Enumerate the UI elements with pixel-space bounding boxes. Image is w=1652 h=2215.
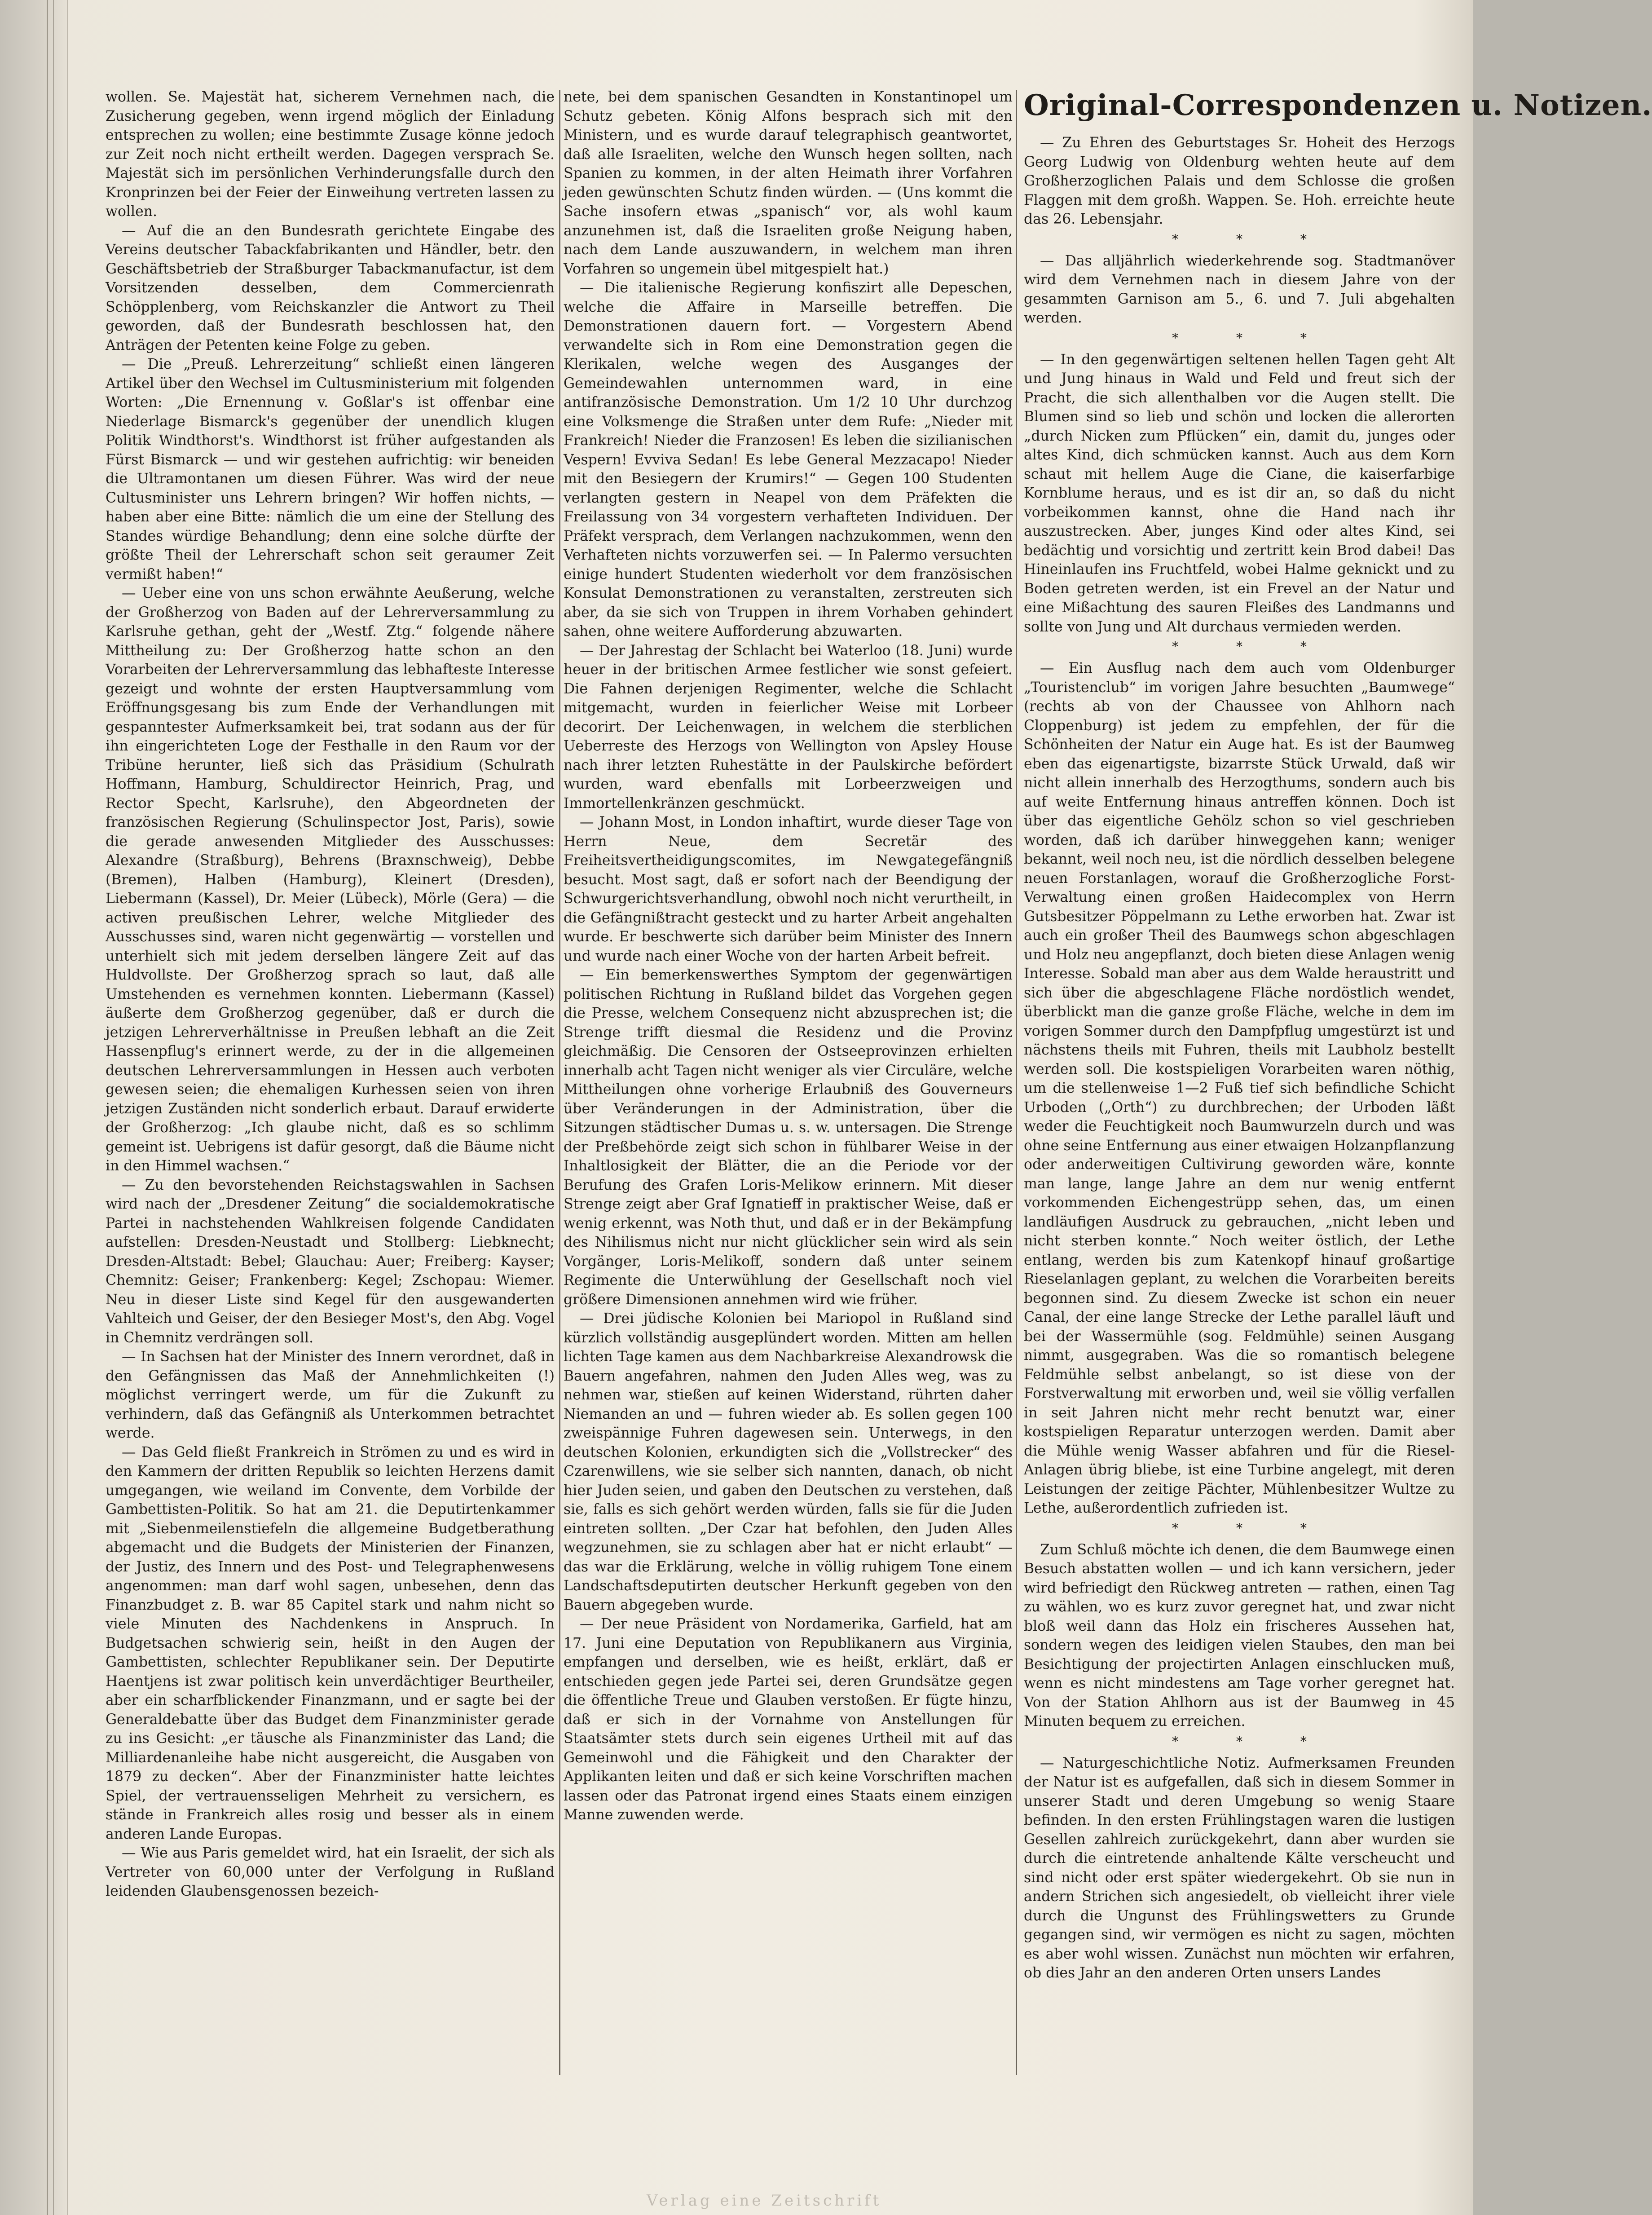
- article-paragraph: — Der neue Präsident von Nordamerika, Garfield, hat am 17. Juni eine Deputation von Republikanern aus Virginia, empfangen und derselben, wie es heißt, erklärt, daß er entschieden gegen jede Partei sei, deren Grundsätze gegen die öffentliche Treue und Glauben verstoßen. Er fügte hinzu, daß er sich in der Vornahme von Anstellungen für Staatsämter stets durch sein eigenes Urtheil mit auf das Gemeinwohl und die Fähigkeit und den Charakter der Applikanten leiten und daß er sich keine Vorschriften machen lassen oder das Patronat irgend eines Staats einem einzigen Manne zuwenden werde.: [564, 1616, 1013, 1823]
- page-footer-text: Verlag eine Zeitschrift: [647, 2192, 882, 2210]
- article-paragraph: wollen. Se. Majestät hat, sicherem Vernehmen nach, die Zusicherung gegeben, wenn irgend möglich der Einladung entsprechen zu wollen; eine bestimmte Zusage könne jedoch zur Zeit noch nicht ertheilt werden. Dagegen versprach Se. Majestät sich im persönlichen Verhinderungsfalle durch den Kronprinzen bei der Feier der Einweihung vertreten lassen zu wollen.: [106, 89, 555, 220]
- article-paragraph: — Drei jüdische Kolonien bei Mariopol in Rußland sind kürzlich vollständig ausgeplündert worden. Mitten am hellen lichten Tage kamen aus dem Nachbarkreise Alexandrowsk die Bauern angefahren, nahmen den Juden Alles weg, was zu nehmen war, stießen auf keinen Widerstand, rührten daher Niemanden an und — fuhren wieder ab. Es sollen gegen 100 zweispännige Fuhren dagewesen sein. Unterwegs, in den deutschen Kolonien, erkundigten sich die „Vollstrecker“ des Czarenwillens, wie sie selber sich nannten, danach, ob nicht hier Juden seien, und gaben den Deutschen zu verstehen, daß sie, falls es sich gehört werden würden, falls sie für die Juden eintreten sollten. „Der Czar hat befohlen, den Juden Alles wegzunehmen, sie zu schlagen aber hat er nicht erlaubt“ — das war die Erklärung, welche in völlig ruhigem Tone einem Landschaftsdeputirten deutscher Herkunft gegeben von den Bauern abgegeben wurde.: [564, 1310, 1013, 1613]
- column-divider: [1016, 90, 1017, 2075]
- column-1: [106, 88, 555, 2180]
- article-paragraph: Zum Schluß möchte ich denen, die dem Baumwege einen Besuch abstatten wollen — und ich kann versichern, jeder wird befriedigt den Rückweg antreten — rathen, einen Tag zu wählen, wo es kurz zuvor geregnet hat, und zwar nicht bloß weil dann das Holz ein frischeres Aussehen hat, sondern wegen des leidigen vielen Staubes, den man bei Besichtigung der projectirten Anlagen einschlucken muß, wenn es nicht mindestens am Tage vorher geregnet hat. Von der Station Ahlhorn aus ist der Baumweg in 45 Minuten bequem zu erreichen.: [1024, 1541, 1455, 1730]
- article-paragraph: — Die italienische Regierung konfiszirt alle Depeschen, welche die Affaire in Marseille betreffen. Die Demonstrationen dauern fort. — Vorgestern Abend verwandelte sich in Rom eine Demonstration gegen die Klerikalen, welche wegen des Ausganges der Gemeindewahlen unternommen ward, in eine antifranzösische Demonstration. Um 1/2 10 Uhr durchzog eine Volksmenge die Straßen unter dem Rufe: „Nieder mit Frankreich! Nieder die Franzosen! Es leben die sizilianischen Vespern! Evviva Sedan! Es lebe General Mezzacapo! Nieder mit den Besiegern der Krumirs!“ — Gegen 100 Studenten verlangten gestern in Neapel von dem Präfekten die Freilassung von 34 vorgestern verhafteten Individuen. Der Präfekt versprach, dem Verlangen nachzukommen, wenn den Verhafteten nichts vorzuwerfen sei. — In Palermo versuchten einige hundert Studenten wiederholt vor dem französischen Konsulat Demonstrationen zu veranstalten, zerstreuten sich aber, da sie sich von Truppen in ihrem Vorhaben gehindert sahen, ohne weitere Aufforderung abzuwarten.: [564, 280, 1013, 640]
- article-paragraph: — Das alljährlich wiederkehrende sog. Stadtmanöver wird dem Vernehmen nach in diesem Jahre von der gesammten Garnison am 5., 6. und 7. Juli abgehalten werden.: [1024, 252, 1455, 326]
- article-paragraph: — Johann Most, in London inhaftirt, wurde dieser Tage von Herrn Neue, dem Secretär des Freiheitsvertheidigungscomites, im Newgategefängniß besucht. Most sagt, daß er sofort nach der Beendigung der Schwurgerichtsverhandlung, obwohl noch nicht verurtheilt, in die Gefängnißtracht gesteckt und zu harter Arbeit angehalten wurde. Er beschwerte sich darüber beim Minister des Innern und wurde nach einer Woche von der harten Arbeit befreit.: [564, 814, 1013, 964]
- article-separator: * * *: [1172, 1734, 1334, 1749]
- article-paragraph: — Zu den bevorstehenden Reichstagswahlen in Sachsen wird nach der „Dresdener Zeitung“ die socialdemokratische Partei in nachstehenden Wahlkreisen folgende Candidaten aufstellen: Dresden-Neustadt und Stollberg: Liebknecht; Dresden-Altstadt: Bebel; Glauchau: Auer; Freiberg: Kayser; Chemnitz: Geiser; Frankenberg: Kegel; Zschopau: Wiemer. Neu in dieser Liste sind Kegel für den ausgewanderten Vahlteich und Geiser, der den Besieger Most's, den Abg. Vogel in Chemnitz verdrängen soll.: [106, 1177, 555, 1346]
- column-3: [1024, 88, 1652, 2180]
- article-paragraph: — Das Geld fließt Frankreich in Strömen zu und es wird in den Kammern der dritten Republik so leichten Herzens damit umgegangen, wie weiland im Convente, dem Vorbilde der Gambettisten-Politik. So hat am 21. die Deputirtenkammer mit „Siebenmeilenstiefeln die allgemeine Budgetberathung abgemacht und die Budgets der Ministerien der Finanzen, der Justiz, des Innern und des Post- und Telegraphenwesens angenommen: man darf wohl sagen, unbesehen, denn das Finanzbudget z. B. war 85 Capitel stark und nahm nicht so viele Minuten des Nachdenkens in Anspruch. In Budgetsachen schwierig sein, heißt in den Augen der Gambettisten, schlechter Republikaner sein. Der Deputirte Haentjens ist zwar politisch kein unverdächtiger Beurtheiler, aber ein scharfblickender Finanzmann, und er sagte bei der Generaldebatte über das Budget dem Finanzminister gerade zu ins Gesicht: „er täusche als Finanzminister das Land; die Milliardenanleihe habe nicht ausgereicht, die Ausgaben von 1879 zu decken“. Aber der Finanzminister hatte leichtes Spiel, der vertrauensseligen Mehrheit zu versichern, es stände in Frankreich alles rosig und besser als in einem anderen Lande Europas.: [106, 1444, 555, 1842]
- article-paragraph: nete, bei dem spanischen Gesandten in Konstantinopel um Schutz gebeten. König Alfons besprach sich mit den Ministern, und es wurde darauf telegraphisch geantwortet, daß alle Israeliten, welche den Wunsch hegen sollten, nach Spanien zu kommen, in der alten Heimath ihrer Vorfahren jeden gewünschten Schutz finden würden. — (Uns kommt die Sache insofern etwas „spanisch“ vor, als wohl kaum anzunehmen ist, daß die Israeliten große Neigung haben, nach dem Lande auszuwandern, in welchem man ihren Vorfahren so ungemein übel mitgespielt hat.): [564, 89, 1013, 277]
- gutter-line: [53, 0, 54, 2215]
- section-heading: Original-Correspondenzen u. Notizen.: [1024, 88, 1652, 122]
- article-paragraph: — Naturgeschichtliche Notiz. Aufmerksamen Freunden der Natur ist es aufgefallen, daß sich in diesem Sommer in unserer Stadt und deren Umgebung so wenig Staare befinden. In den ersten Frühlingstagen waren die lustigen Gesellen zahlreich zurückgekehrt, dann aber wurden sie durch die eintretende anhaltende Kälte verscheucht und sind nicht oder erst später wiedergekehrt. Ob sie nun in andern Strichen sich angesiedelt, ob vielleicht ihrer viele durch die Ungunst des Frühlingswetters zu Grunde gegangen sind, wir vermögen es nicht zu sagen, möchten es aber wohl wissen. Zunächst nun möchten wir erfahren, ob dies Jahr an den anderen Orten unsers Landes: [1024, 1755, 1455, 1981]
- gutter-line: [47, 0, 48, 2215]
- column-2: [564, 88, 1013, 2180]
- column-divider: [559, 90, 560, 2075]
- article-paragraph: — In den gegenwärtigen seltenen hellen Tagen geht Alt und Jung hinaus in Wald und Feld und freut sich der Pracht, die sich allenthalben vor die Augen stellt. Die Blumen sind so lieb und schön und locken die allerorten „durch Nicken zum Pflücken“ ein, damit du, junges oder altes Kind, dich schmücken kannst. Auch aus dem Korn schaut mit hellem Auge die Ciane, die kaiserfarbige Kornblume heraus, und es ist dir an, so daß du nicht vorbeikommen kannst, ohne die Hand nach ihr auszustrecken. Aber, junges Kind oder altes Kind, sei bedächtig und vorsichtig und zertritt kein Brod dabei! Das Hineinlaufen ins Fruchtfeld, wobei Halme geknickt und zu Boden getreten werden, ist ein Frevel an der Natur und eine Mißachtung des sauren Fleißes des Landmanns und sollte von Jung und Alt durchaus vermieden werden.: [1024, 351, 1455, 635]
- article-paragraph: — Ein Ausflug nach dem auch vom Oldenburger „Touristenclub“ im vorigen Jahre besuchten „Baumwege“ (rechts ab von der Chaussee von Ahlhorn nach Cloppenburg) ist jedem zu empfehlen, der für die Schönheiten der Natur ein Auge hat. Es ist der Baumweg eben das eigenartigste, bizarrste Stück Urwald, daß wir nicht allein innerhalb des Herzogthums, sondern auch bis auf weite Entfernung hinaus antreffen können. Doch ist über das eigentliche Gehölz schon so viel geschrieben worden, daß ich darüber hinweggehen kann; weniger bekannt, weil noch neu, ist die nördlich desselben belegene neuen Forstanlagen, worauf die Großherzogliche Forst-Verwaltung einen großen Haidecomplex von Herrn Gutsbesitzer Pöppelmann zu Lethe erworben hat. Zwar ist auch ein großer Theil des Baumwegs schon abgeschlagen und Holz neu angepflanzt, doch bieten diese Anlagen wenig Interesse. Sobald man aber aus dem Walde heraustritt und sich über die abgeschlagene Fläche nordöstlich wendet, überblickt man die ganze große Fläche, welche in dem im vorigen Sommer durch den Dampfpflug umgestürzt ist und nächstens theils mit Fuhren, theils mit Laubholz bestellt werden soll. Die kostspieligen Vorarbeiten waren nöthig, um die stellenweise 1—2 Fuß tief sich befindliche Schicht Urboden („Orth“) zu durchbrechen; der Urboden läßt weder die Feuchtigkeit noch Baumwurzeln durch und was ohne seine Entfernung aus einer etwaigen Holzanpflanzung oder anderweitigen Cultivirung geworden wäre, konnte man lange, lange Jahre an dem nur wenig entfernt vorkommenden Eichengestrüpp sehen, das, um einen landläufigen Ausdruck zu gebrauchen, „nicht leben und nicht sterben konnte.“ Noch weiter östlich, der Lethe entlang, werden bis zum Katenkopf hinauf großartige Rieselanlagen geplant, zu welchen die Vorarbeiten bereits begonnen sind. Zu diesem Zwecke ist schon ein neuer Canal, der eine lange Strecke der Lethe parallel läuft und bei der Wassermühle (sog. Feldmühle) seinen Ausgang nimmt, ausgegraben. Was die so romantisch belegene Feldmühle selbst anbelangt, so ist diese von der Forstverwaltung mit erworben und, weil sie völlig verfallen in seit Jahren nicht mehr recht benutzt war, einer kostspieligen Reparatur unterzogen werden. Damit aber die Mühle wenig Wasser abfahren und für die Riesel-Anlagen übrig bliebe, ist eine Turbine angelegt, mit deren Leistungen der zeitige Pächter, Mühlenbesitzer Wultze zu Lethe, außerordentlich zufrieden ist.: [1024, 660, 1455, 1516]
- article-paragraph: — Zu Ehren des Geburtstages Sr. Hoheit des Herzogs Georg Ludwig von Oldenburg wehten heute auf dem Großherzoglichen Palais und dem Schlosse die großen Flaggen mit dem großh. Wappen. Se. Hoh. erreichte heute das 26. Lebensjahr.: [1024, 135, 1455, 227]
- article-paragraph: — Der Jahrestag der Schlacht bei Waterloo (18. Juni) wurde heuer in der britischen Armee festlicher wie sonst gefeiert. Die Fahnen derjenigen Regimenter, welche die Schlacht mitgemacht, wurden in feierlicher Weise mit Lorbeer decorirt. Der Leichenwagen, in welchem die sterblichen Ueberreste des Herzogs von Wellington von Apsley House nach ihrer letzten Ruhestätte in der Paulskirche befördert wurden, ward ebenfalls mit Lorbeerzweigen und Immortellenkränzen geschmückt.: [564, 642, 1013, 812]
- article-separator: * * *: [1172, 231, 1334, 247]
- article-separator: * * *: [1172, 639, 1334, 654]
- article-paragraph: — Wie aus Paris gemeldet wird, hat ein Israelit, der sich als Vertreter von 60,000 unter der Verfolgung in Rußland leidenden Glaubensgenossen bezeich-: [106, 1845, 555, 1899]
- article-separator: * * *: [1172, 1520, 1334, 1535]
- page-gutter: [0, 0, 68, 2215]
- article-separator: * * *: [1172, 330, 1334, 345]
- article-paragraph: — Auf die an den Bundesrath gerichtete Eingabe des Vereins deutscher Tabackfabrikanten und Händler, betr. den Geschäftsbetrieb der Straßburger Tabackmanufactur, ist dem Vorsitzenden desselben, dem Commercienrath Schöpplenberg, vom Reichskanzler die Antwort zu Theil geworden, daß der Bundesrath beschlossen hat, den Anträgen der Petenten keine Folge zu geben.: [106, 222, 555, 353]
- article-paragraph: — Die „Preuß. Lehrerzeitung“ schließt einen längeren Artikel über den Wechsel im Cultusministerium mit folgenden Worten: „Die Ernennung v. Goßlar's ist offenbar eine Niederlage Bismarck's gegenüber der unendlich klugen Politik Windthorst's. Windthorst ist früher aufgestanden als Fürst Bismarck — und wir gestehen aufrichtig: wir beneiden die Ultramontanen um diesen Führer. Was wird der neue Cultusminister uns Lehrern bringen? Wir hoffen nichts, — haben aber eine Bitte: nämlich die um eine der Stellung des Standes würdige Behandlung; denn eine solche dürfte der größte Theil der Lehrerschaft schon seit geraumer Zeit vermißt haben!“: [106, 356, 555, 582]
- article-paragraph: — Ein bemerkenswerthes Symptom der gegenwärtigen politischen Richtung in Rußland bildet das Vorgehen gegen die Presse, welchem Consequenz nicht abzusprechen ist; die Strenge trifft diesmal die Residenz und die Provinz gleichmäßig. Die Censoren der Ostseeprovinzen erhielten innerhalb acht Tagen nicht weniger als vier Circuläre, welche Mittheilungen ohne vorherige Erlaubniß des Gouverneurs über Veränderungen in der Administration, über die Sitzungen städtischer Dumas u. s. w. untersagen. Die Strenge der Preßbehörde zeigt sich schon in fühlbarer Weise in der Inhaltlosigkeit der Blätter, die an die Periode vor der Berufung des Grafen Loris-Melikow erinnern. Mit dieser Strenge zeigt aber Graf Ignatieff in praktischer Weise, daß er wenig erkennt, was Noth thut, und daß er in der Bekämpfung des Nihilismus nicht nur nicht glücklicher sein wird als sein Vorgänger, Loris-Melikoff, sondern daß unter seinem Regimente die Unterwühlung der Gesellschaft noch viel größere Dimensionen annehmen wird wie früher.: [564, 967, 1013, 1308]
- article-paragraph: — In Sachsen hat der Minister des Innern verordnet, daß in den Gefängnissen das Maß der Annehmlichkeiten (!) möglichst verringert werde, um für die Zukunft zu verhindern, daß das Gefängniß als Unterkommen betrachtet werde.: [106, 1349, 555, 1441]
- article-paragraph: — Ueber eine von uns schon erwähnte Aeußerung, welche der Großherzog von Baden auf der Lehrerversammlung zu Karlsruhe gethan, geht der „Westf. Ztg.“ folgende nähere Mittheilung zu: Der Großherzog hatte schon an den Vorarbeiten der Lehrerversammlung das lebhafteste Interesse gezeigt und wohnte der ersten Hauptversammlung vom Eröffnungsgesang bis zum Ende der Verhandlungen mit gespanntester Aufmerksamkeit bei, trat sodann aus der für ihn eingerichteten Loge der Festhalle in den Raum vor der Tribüne herunter, ließ sich das Präsidium (Schulrath Hoffmann, Hamburg, Schuldirector Heinrich, Prag, und Rector Specht, Karlsruhe), den Abgeordneten der französischen Regierung (Schulinspector Jost, Paris), sowie die gerade anwesenden Mitglieder des Ausschusses: Alexandre (Straßburg), Behrens (Braxnschweig), Debbe (Bremen), Halben (Hamburg), Kleinert (Dresden), Liebermann (Kassel), Dr. Meier (Lübeck), Mörle (Gera) — die activen preußischen Lehrer, welche Mitglieder des Ausschusses sind, waren nicht gegenwärtig — vorstellen und unterhielt sich mit jedem derselben längere Zeit auf das Huldvollste. Der Großherzog sprach so laut, daß alle Umstehenden es vernehmen konnten. Liebermann (Kassel) äußerte dem Großherzog gegenüber, daß er durch die jetzigen Lehrerverhältnisse in Preußen lebhaft an die Zeit Hassenpflug's erinnert werde, zu der in die allgemeinen deutschen Lehrerversammlungen in Hessen auch verboten gewesen seien; die ehemaligen Kurhessen seien von ihren jetzigen Zuständen nicht sonderlich erbaut. Darauf erwiderte der Großherzog: „Ich glaube nicht, daß es so schlimm gemeint ist. Uebrigens ist dafür gesorgt, daß die Bäume nicht in den Himmel wachsen.“: [106, 585, 555, 1174]
